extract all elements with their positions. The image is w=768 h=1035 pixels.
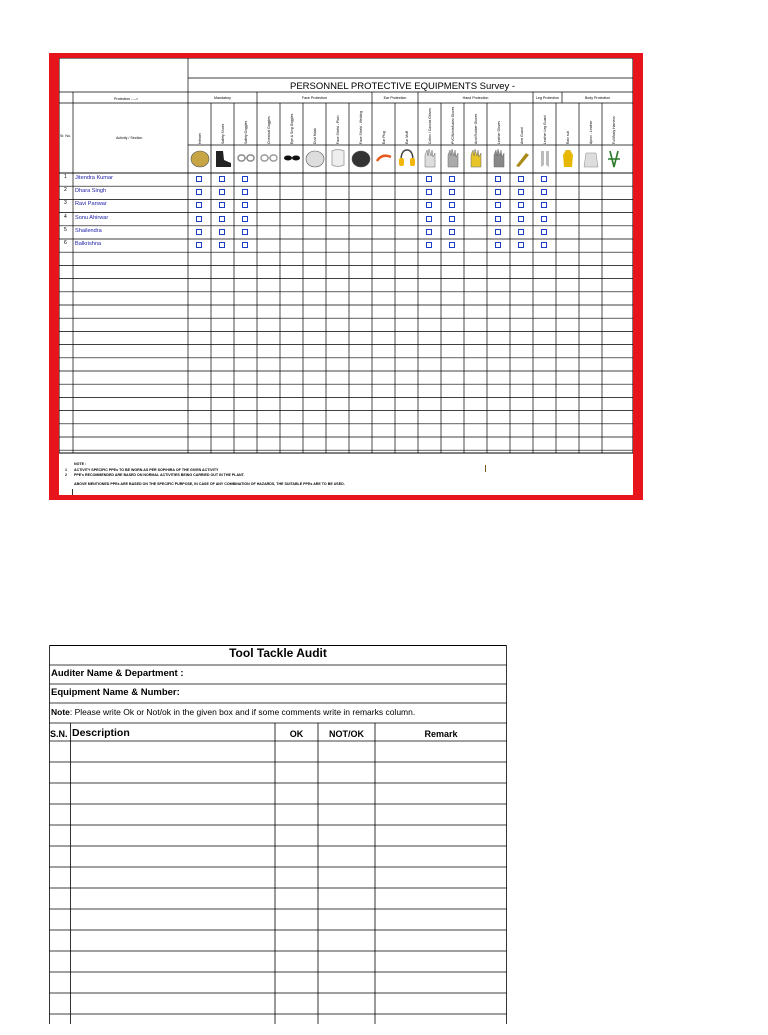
apron-icon	[581, 147, 601, 169]
ppe-checkbox[interactable]	[242, 202, 248, 208]
equipment-label: Leather Gloves	[497, 121, 501, 144]
equipment-label: Safety Goggles	[244, 120, 248, 144]
chemical-goggles-icon	[259, 147, 279, 169]
ppe-checkbox[interactable]	[196, 242, 202, 248]
equipment-label: Chemical Goggles	[267, 116, 271, 144]
leather-gloves-icon	[489, 147, 509, 169]
audit-row[interactable]	[49, 825, 507, 846]
ppe-checkbox[interactable]	[495, 242, 501, 248]
ppe-checkbox[interactable]	[219, 202, 225, 208]
ppe-title: PERSONNEL PROTECTIVE EQUIPMENTS Survey -	[290, 81, 516, 92]
note-text: : Please write Ok or Not/ok in the given box and if some comments write in remarks column.	[69, 707, 416, 717]
ppe-survey-table	[59, 58, 633, 491]
group-label: Face Protection	[301, 96, 328, 100]
notok-column-header: NOT/OK	[329, 729, 364, 739]
row-number: 1	[64, 174, 67, 180]
row-number: 6	[64, 240, 67, 246]
group-label: Body Protection	[584, 96, 611, 100]
equipment-label: Apron - Leather	[589, 120, 593, 144]
ppe-checkbox[interactable]	[541, 242, 547, 248]
ppe-checkbox[interactable]	[242, 189, 248, 195]
ppe-checkbox[interactable]	[426, 242, 432, 248]
cotton-gloves-icon	[420, 147, 440, 169]
ppe-checkbox[interactable]	[541, 189, 547, 195]
row-number: 4	[64, 213, 67, 220]
ppe-checkbox[interactable]	[219, 229, 225, 235]
ppe-checkbox[interactable]	[518, 176, 524, 182]
equipment-label: Helmet	[198, 133, 202, 144]
ppe-checkbox[interactable]	[495, 176, 501, 182]
welding-shield-icon	[351, 147, 371, 169]
group-label: Hand Protection	[462, 96, 489, 100]
equipment-label: Leather Leg Guard	[543, 115, 547, 144]
activity-header: Activity / Section	[116, 136, 143, 140]
ppe-checkbox[interactable]	[426, 202, 432, 208]
ppe-checkbox[interactable]	[242, 216, 248, 222]
ppe-notes	[59, 461, 633, 495]
tool-tackle-audit-form	[49, 645, 507, 1024]
audit-row[interactable]	[49, 804, 507, 825]
audit-row[interactable]	[49, 846, 507, 867]
notes-heading: NOTE :	[74, 462, 87, 466]
ppe-checkbox[interactable]	[426, 189, 432, 195]
protection-label: Protection ---->	[114, 97, 139, 101]
equipment-label: Safety Shoes	[221, 123, 225, 144]
person-name: Jitendra Kumar	[75, 175, 113, 181]
person-name: Balkrishna	[75, 241, 102, 247]
equipment-label: Face Shield - Plain	[336, 115, 340, 144]
ppe-checkbox[interactable]	[449, 202, 455, 208]
helmet-icon	[190, 147, 210, 169]
harness-icon	[604, 147, 624, 169]
dust-mask-icon	[305, 147, 325, 169]
sno-header: Sr. No.	[60, 134, 71, 138]
leg-guard-icon	[535, 147, 555, 169]
ppe-checkbox[interactable]	[518, 216, 524, 222]
ppe-checkbox[interactable]	[541, 176, 547, 182]
ppe-checkbox[interactable]	[219, 189, 225, 195]
description-column-header: Description	[72, 727, 130, 739]
audit-row[interactable]	[49, 951, 507, 972]
sn-column-header: S.N.	[50, 729, 68, 739]
equipment-label: Acid Rubber Gloves	[474, 113, 478, 144]
row-number: 5	[64, 226, 67, 233]
arm-guard-icon	[512, 147, 532, 169]
group-label: Leg Protection	[535, 96, 560, 100]
ppe-checkbox[interactable]	[196, 229, 202, 235]
ppe-checkbox[interactable]	[426, 216, 432, 222]
auditor-name-label[interactable]: Auditer Name & Department :	[51, 668, 184, 679]
person-name: Dhara Singh	[75, 188, 107, 195]
equipment-name-label[interactable]: Equipment Name & Number:	[51, 687, 180, 698]
sun-goggles-icon	[282, 147, 302, 169]
row-number: 3	[64, 200, 67, 207]
equipment-label: Cotton / Canvas Gloves	[428, 108, 432, 144]
note-2-number: 2	[65, 473, 67, 477]
ppe-checkbox[interactable]	[242, 176, 248, 182]
note-2: PPE's RECOMMENDED ARE BASED ON NORMAL ACTIVITIES BEING CARRIED OUT IN THE PLANT.	[74, 473, 245, 477]
ear-plug-icon	[374, 147, 394, 169]
row-number: 2	[64, 187, 67, 194]
audit-row[interactable]	[49, 1014, 507, 1035]
audit-row[interactable]	[49, 741, 507, 762]
ppe-checkbox[interactable]	[449, 242, 455, 248]
audit-row[interactable]	[49, 762, 507, 783]
audit-note	[51, 707, 415, 717]
rubber-gloves-icon	[466, 147, 486, 169]
ppe-checkbox[interactable]	[518, 189, 524, 195]
audit-row[interactable]	[49, 930, 507, 951]
audit-row[interactable]	[49, 867, 507, 888]
note-label: Note	[51, 707, 70, 717]
ppe-checkbox[interactable]	[196, 176, 202, 182]
note-1-number: 1	[65, 468, 67, 472]
cursor-mark	[485, 465, 486, 472]
ppe-checkbox[interactable]	[495, 202, 501, 208]
cursor-mark-2	[72, 489, 73, 495]
ppe-checkbox[interactable]	[495, 216, 501, 222]
audit-row[interactable]	[49, 888, 507, 909]
face-shield-icon	[328, 147, 348, 169]
note-1: ACTIVITY SPECIFIC PPEs TO BE WORN AS PER SOP/HIRA OF THE GIVEN ACTIVITY	[74, 468, 219, 472]
ppe-checkbox[interactable]	[518, 242, 524, 248]
ppe-checkbox[interactable]	[449, 189, 455, 195]
audit-title: Tool Tackle Audit	[229, 646, 327, 660]
ppe-checkbox[interactable]	[242, 229, 248, 235]
ppe-checkbox[interactable]	[449, 176, 455, 182]
audit-row[interactable]	[49, 783, 507, 804]
ppe-checkbox[interactable]	[196, 216, 202, 222]
ppe-checkbox[interactable]	[196, 189, 202, 195]
ppe-checkbox[interactable]	[495, 229, 501, 235]
equipment-label: Eye & Sing Goggles	[290, 113, 294, 144]
ppe-checkbox[interactable]	[541, 202, 547, 208]
ear-muff-icon	[397, 147, 417, 169]
remark-column-header: Remark	[424, 729, 458, 739]
audit-row[interactable]	[49, 972, 507, 993]
equipment-label: Arm Guard	[520, 127, 524, 144]
ppe-checkbox[interactable]	[426, 176, 432, 182]
ppe-checkbox[interactable]	[242, 242, 248, 248]
group-label: Mandatory	[214, 96, 231, 100]
equipment-label: Ear Plug	[382, 130, 386, 144]
ppe-checkbox[interactable]	[495, 189, 501, 195]
group-label: Ear Protection	[383, 96, 407, 100]
equipment-label: Ear Muff	[405, 131, 409, 144]
equipment-label: Dust Mask	[313, 127, 317, 144]
person-name: Ravi Panwar	[75, 201, 107, 208]
ppe-checkbox[interactable]	[541, 216, 547, 222]
ppe-checkbox[interactable]	[541, 229, 547, 235]
safety-shoes-icon	[213, 147, 233, 169]
ppe-checkbox[interactable]	[518, 229, 524, 235]
equipment-label: Full Body Harness	[612, 116, 616, 144]
ppe-checkbox[interactable]	[219, 216, 225, 222]
safety-goggles-icon	[236, 147, 256, 169]
ppe-checkbox[interactable]	[196, 202, 202, 208]
ok-column-header: OK	[289, 729, 304, 739]
ppe-checkbox[interactable]	[449, 216, 455, 222]
ppe-checkbox[interactable]	[518, 202, 524, 208]
pvc-gloves-icon	[443, 147, 463, 169]
equipment-label: Face Shield - Welding	[359, 110, 363, 144]
ppe-checkbox[interactable]	[219, 176, 225, 182]
ppe-checkbox[interactable]	[219, 242, 225, 248]
equipment-label: Rain suit	[566, 130, 570, 144]
equipment-label: PVC/Nitrile/Latex Gloves	[451, 106, 455, 144]
ppe-survey-sheet	[49, 53, 643, 500]
person-name: Shailendra	[75, 227, 102, 234]
audit-row[interactable]	[49, 993, 507, 1014]
note-3: ABOVE MENTIONED PPEs ARE BASED ON THE SPECIFIC PURPOSE, IN CASE OF ANY COMBINATION OF HAZARDS, THE SUITABLE PPEs ARE TO BE USED.	[74, 482, 345, 486]
ppe-checkbox[interactable]	[426, 229, 432, 235]
audit-row[interactable]	[49, 909, 507, 930]
ppe-checkbox[interactable]	[449, 229, 455, 235]
person-name: Sonu Ahirwar	[75, 214, 109, 221]
rain-suit-icon	[558, 147, 578, 169]
